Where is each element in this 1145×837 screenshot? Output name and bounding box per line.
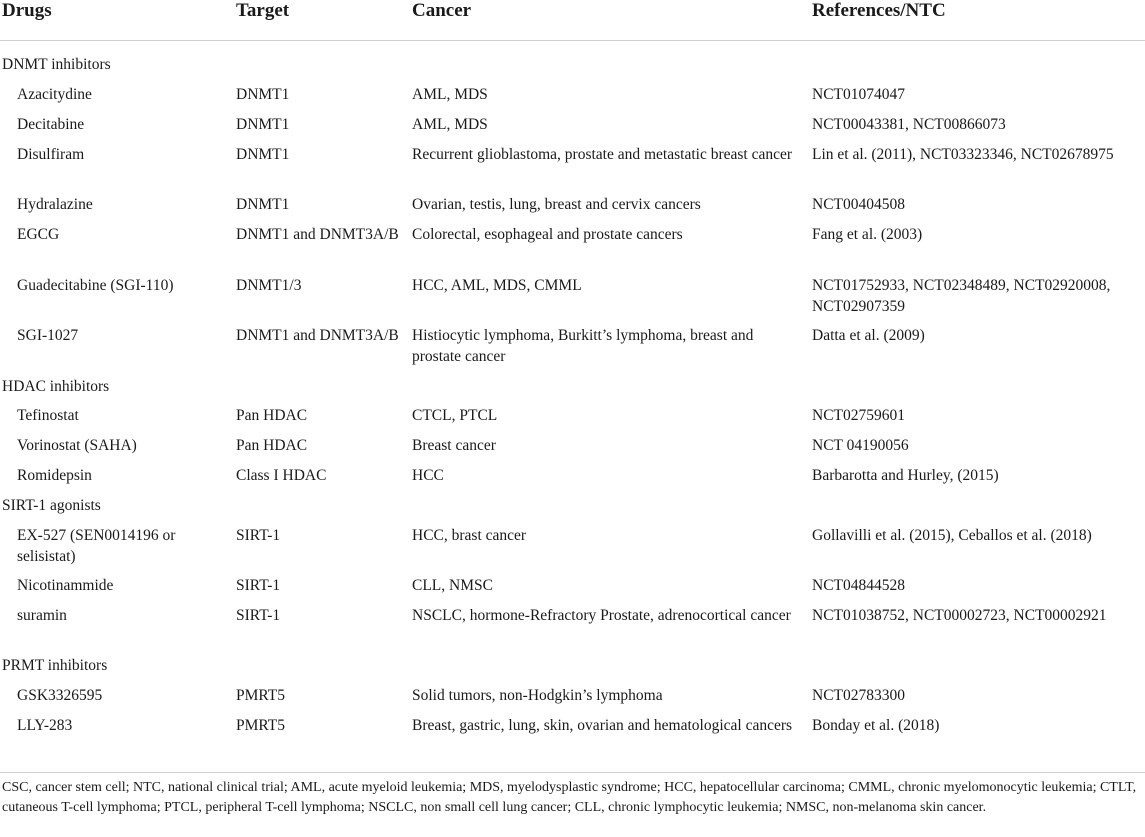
drug-cell: Tefinostat <box>17 407 79 424</box>
reference-cell: NCT01074047 <box>812 86 905 103</box>
cancer-cell: Colorectal, esophageal and prostate cancers <box>412 226 683 243</box>
cancer-cell: Ovarian, testis, lung, breast and cervix cancers <box>412 196 701 213</box>
table-footnote: CSC, cancer stem cell; NTC, national clinical trial; AML, acute myeloid leukemia; MDS, myelodysplastic syndrome; HCC, hepatocellular carcinoma; CMML, chronic myelomonocytic leukemia; CTLT, cutaneous T-cell lymphoma; PTCL, peripheral T-cell lymphoma; NSCLC, non small cell lung cancer; CLL, chronic lymphocytic leukemia; NMSC, non-melanoma skin cancer. <box>2 780 1137 815</box>
target-cell: PMRT5 <box>236 687 286 704</box>
group-label: SIRT-1 agonists <box>2 497 101 514</box>
drug-cell: suramin <box>17 607 67 624</box>
target-cell: DNMT1/3 <box>236 277 302 294</box>
reference-cell: Fang et al. (2003) <box>812 226 923 243</box>
cancer-cell: Histiocytic lymphoma, Burkitt’s lymphoma, breast and prostate cancer <box>412 327 754 365</box>
cancer-cell: AML, MDS <box>412 116 488 133</box>
cancer-cell: CTCL, PTCL <box>412 407 498 424</box>
reference-cell: NCT00404508 <box>812 196 905 213</box>
cancer-cell: Solid tumors, non-Hodgkin’s lymphoma <box>412 687 663 704</box>
drug-cell: Disulfiram <box>17 146 85 163</box>
reference-cell: NCT 04190056 <box>812 437 909 454</box>
drug-cell: EGCG <box>17 226 60 243</box>
cancer-cell: Breast cancer <box>412 437 496 454</box>
reference-cell: Barbarotta and Hurley, (2015) <box>812 467 999 484</box>
drug-cell: Nicotinammide <box>17 577 114 594</box>
cancer-cell: NSCLC, hormone-Refractory Prostate, adrenocortical cancer <box>412 607 791 624</box>
target-cell: SIRT-1 <box>236 607 281 624</box>
cancer-cell: HCC <box>412 467 444 484</box>
drug-cell: Hydralazine <box>17 196 93 213</box>
target-cell: DNMT1 <box>236 146 290 163</box>
group-label: HDAC inhibitors <box>2 378 110 395</box>
reference-cell: NCT02759601 <box>812 407 905 424</box>
cancer-cell: AML, MDS <box>412 86 488 103</box>
reference-cell: Gollavilli et al. (2015), Ceballos et al. (2018) <box>812 527 1092 544</box>
target-cell: DNMT1 and DNMT3A/B <box>236 327 399 344</box>
drug-cell: Romidepsin <box>17 467 92 484</box>
drug-cell: GSK3326595 <box>17 687 103 704</box>
drug-cell: Vorinostat (SAHA) <box>17 437 137 454</box>
reference-cell: NCT04844528 <box>812 577 905 594</box>
target-cell: DNMT1 <box>236 86 290 103</box>
reference-cell: NCT01752933, NCT02348489, NCT02920008, NCT02907359 <box>812 277 1111 315</box>
header-references: References/NTC <box>812 0 946 21</box>
cancer-cell: CLL, NMSC <box>412 577 493 594</box>
target-cell: SIRT-1 <box>236 527 281 544</box>
drug-cell: LLY-283 <box>17 717 73 734</box>
drug-cell: SGI-1027 <box>17 327 79 344</box>
drug-cell: Decitabine <box>17 116 85 133</box>
target-cell: Pan HDAC <box>236 407 308 424</box>
target-cell: DNMT1 and DNMT3A/B <box>236 226 399 243</box>
reference-cell: Bonday et al. (2018) <box>812 717 940 734</box>
group-label: PRMT inhibitors <box>2 657 108 674</box>
target-cell: Pan HDAC <box>236 437 308 454</box>
reference-cell: NCT00043381, NCT00866073 <box>812 116 1006 133</box>
group-label: DNMT inhibitors <box>2 56 111 73</box>
header-drugs: Drugs <box>2 0 52 21</box>
drug-cell: Azacitydine <box>17 86 92 103</box>
target-cell: DNMT1 <box>236 116 290 133</box>
target-cell: Class I HDAC <box>236 467 327 484</box>
table-header <box>0 0 1145 41</box>
target-cell: DNMT1 <box>236 196 290 213</box>
reference-cell: Datta et al. (2009) <box>812 327 925 344</box>
reference-cell: Lin et al. (2011), NCT03323346, NCT02678975 <box>812 146 1114 163</box>
drug-cell: EX-527 (SEN0014196 or selisistat) <box>17 527 176 565</box>
header-cancer: Cancer <box>412 0 472 21</box>
cancer-cell: Breast, gastric, lung, skin, ovarian and hematological cancers <box>412 717 793 734</box>
header-target: Target <box>236 0 290 21</box>
drug-cell: Guadecitabine (SGI-110) <box>17 277 174 294</box>
target-cell: PMRT5 <box>236 717 286 734</box>
reference-cell: NCT01038752, NCT00002723, NCT00002921 <box>812 607 1107 624</box>
target-cell: SIRT-1 <box>236 577 281 594</box>
cancer-cell: Recurrent glioblastoma, prostate and metastatic breast cancer <box>412 146 793 163</box>
table-bottom-rule <box>0 772 1145 773</box>
cancer-cell: HCC, brast cancer <box>412 527 527 544</box>
reference-cell: NCT02783300 <box>812 687 905 704</box>
cancer-cell: HCC, AML, MDS, CMML <box>412 277 582 294</box>
